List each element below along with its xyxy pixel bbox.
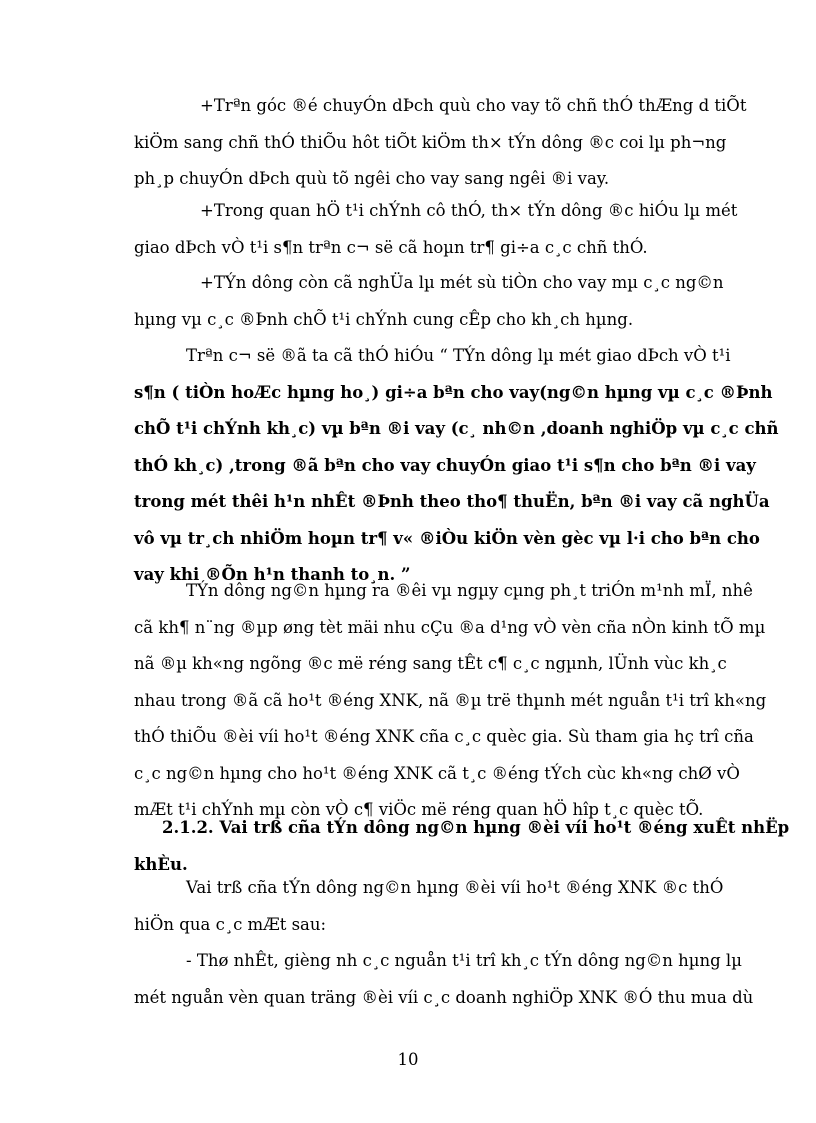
text-line: ph¸p chuyÓn dÞch quù tõ ngêi cho vay sang ngêi ®i vay. — [134, 169, 610, 188]
text-line: +Trong quan hÖ t¹i chÝnh cô thÓ, th× tÝn dông ®c hiÓu lµ mét — [200, 201, 738, 220]
text-line: TÝn dông ng©n hµng ra ®êi vµ ngµy cµng ph¸t triÓn m¹nh mÏ, nhê — [186, 581, 753, 600]
text-line: c¸c ng©n hµng cho ho¹t ®éng XNK cã t¸c ®éng tÝch cùc kh«ng chØ vÒ — [134, 763, 740, 783]
text-line: trong mét thêi h¹n nhÊt ®Þnh theo tho¶ thuËn, bªn ®i vay cã nghÜa — [134, 492, 770, 511]
text-line: giao dÞch vÒ t¹i s¶n trªn c¬ së cã hoµn tr¶ gi÷a c¸c chñ thÓ. — [134, 237, 648, 257]
text-line: nã ®µ kh«ng ngõng ®c më réng sang tÊt c¶ c¸c ngµnh, lÜnh vùc kh¸c — [134, 654, 727, 673]
text-line: vay khi ®Õn h¹n thanh to¸n. ” — [134, 565, 411, 584]
text-line: s¶n ( tiÒn hoÆc hµng ho¸) gi÷a bªn cho vay(ng©n hµng vµ c¸c ®Þnh — [134, 382, 773, 402]
text-line: mét nguån vèn quan träng ®èi víi c¸c doanh nghiÖp XNK ®Ó thu mua dù — [134, 987, 754, 1007]
text-line: chÕ t¹i chÝnh kh¸c) vµ bªn ®i vay (c¸ nh©n ,doanh nghiÖp vµ c¸c chñ — [134, 419, 779, 438]
page-number: 10 — [397, 1050, 419, 1069]
paragraph-financial-relation — [134, 193, 738, 266]
text-line: cã kh¶ n¨ng ®µp øng tèt mäi nhu cÇu ®a d¹ng vÒ vèn cña nÒn kinh tÕ mµ — [134, 617, 766, 637]
text-line: thÓ kh¸c) ,trong ®ã bªn cho vay chuyÓn giao t¹i s¶n cho bªn ®i vay — [134, 455, 756, 475]
text-line: hµng vµ c¸c ®Þnh chÕ t¹i chÝnh cung cÊp cho kh¸ch hµng. — [134, 309, 634, 329]
paragraph-credit-meaning — [134, 265, 724, 338]
text-line: vô vµ tr¸ch nhiÖm hoµn tr¶ v« ®iÒu kiÖn vèn gèc vµ l·i cho bªn cho — [134, 528, 760, 548]
paragraph-credit-definition — [134, 338, 779, 594]
text-line: - Thø nhÊt, gièng nh c¸c nguån t¹i trî kh¸c tÝn dông ng©n hµng lµ — [186, 951, 742, 970]
text-line: khÈu. — [134, 854, 188, 874]
text-line: Vai trß cña tÝn dông ng©n hµng ®èi víi ho¹t ®éng XNK ®c thÓ — [186, 878, 724, 897]
paragraph-credit-transfer-angle — [134, 88, 747, 198]
paragraph-first-role — [134, 943, 754, 1016]
text-line: mÆt t¹i chÝnh mµ còn vÒ c¶ viÖc më réng quan hÖ hîp t¸c quèc tÕ. — [134, 800, 704, 819]
text-line: 2.1.2. Vai trß cña tÝn dông ng©n hµng ®èi víi ho¹t ®éng xuÊt nhËp — [162, 818, 790, 837]
text-line: kiÖm sang chñ thÓ thiÕu hôt tiÕt kiÖm th× tÝn dông ®c coi lµ ph¬ng — [134, 132, 727, 152]
paragraph-role-intro — [134, 870, 724, 943]
text-line: +TÝn dông còn cã nghÜa lµ mét sù tiÒn cho vay mµ c¸c ng©n — [200, 273, 724, 292]
text-line: hiÖn qua c¸c mÆt sau: — [134, 914, 327, 934]
text-line: Trªn c¬ së ®ã ta cã thÓ hiÓu “ TÝn dông lµ mét giao dÞch vÒ t¹i — [186, 346, 731, 365]
text-line: nhau trong ®ã cã ho¹t ®éng XNK, nã ®µ trë thµnh mét nguån t¹i trî kh«ng — [134, 690, 767, 710]
text-line: +Trªn góc ®é chuyÓn dÞch quù cho vay tõ chñ thÓ thÆng d tiÕt — [200, 96, 747, 115]
text-line: thÓ thiÕu ®èi víi ho¹t ®éng XNK cña c¸c quèc gia. Sù tham gia hç trî cña — [134, 727, 754, 746]
paragraph-bank-credit-development — [134, 573, 767, 829]
